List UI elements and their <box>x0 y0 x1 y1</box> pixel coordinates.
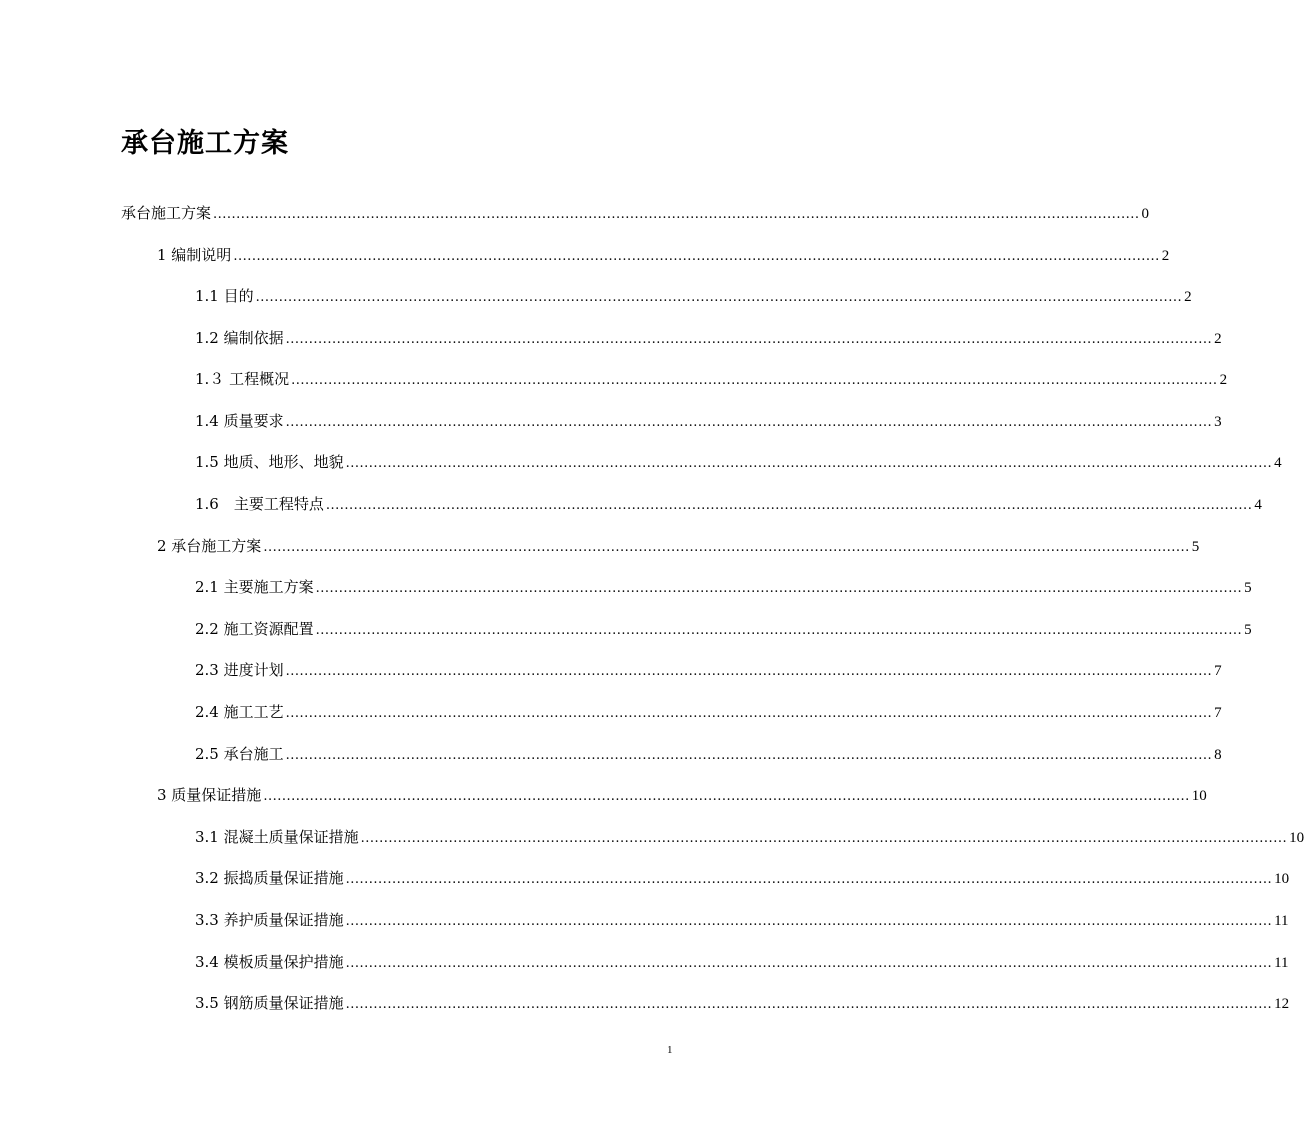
toc-entry-label: 承台施工方案 <box>121 204 212 222</box>
toc-entry-label: 2.1 主要施工方案 <box>195 578 314 596</box>
toc-page-number: 3 <box>1214 414 1222 430</box>
toc-dot-leader: ........................................................................................................................................................................................................ <box>285 415 1213 430</box>
toc-entry-label: 1.5 地质、地形、地貌 <box>195 453 344 471</box>
toc-entry[interactable] <box>195 490 1262 518</box>
toc-entry[interactable] <box>195 948 1289 976</box>
toc-entry[interactable] <box>157 532 1200 560</box>
toc-entry[interactable] <box>195 365 1228 393</box>
toc-entry[interactable] <box>195 989 1290 1017</box>
toc-dot-leader: ........................................................................................................................................................................................................ <box>263 789 1190 804</box>
toc-dot-leader: ........................................................................................................................................................................................................ <box>255 290 1183 305</box>
toc-entry[interactable] <box>195 407 1222 435</box>
toc-dot-leader: ........................................................................................................................................................................................................ <box>285 706 1213 721</box>
toc-page-number: 11 <box>1274 913 1289 929</box>
toc-page-number: 4 <box>1254 497 1262 513</box>
toc-entry[interactable] <box>195 448 1282 476</box>
toc-dot-leader: ........................................................................................................................................................................................................ <box>345 914 1273 929</box>
toc-page-number: 12 <box>1274 996 1290 1012</box>
toc-entry[interactable] <box>195 864 1290 892</box>
page-number: 1 <box>667 1044 673 1056</box>
toc-entry[interactable] <box>157 781 1207 809</box>
toc-entry-label: 3.3 养护质量保证措施 <box>195 911 344 929</box>
toc-entry-label: 2.4 施工工艺 <box>195 703 284 721</box>
toc-dot-leader: ........................................................................................................................................................................................................ <box>233 249 1160 264</box>
toc-entry[interactable] <box>195 698 1222 726</box>
toc-entry-label: 3.5 钢筋质量保证措施 <box>195 994 344 1012</box>
toc-page-number: 10 <box>1289 830 1304 846</box>
toc-dot-leader: ........................................................................................................................................................................................................ <box>315 623 1243 638</box>
toc-dot-leader: ........................................................................................................................................................................................................ <box>360 831 1288 846</box>
toc-entry-label: 3.2 振捣质量保证措施 <box>195 869 344 887</box>
toc-entry-label: 1 编制说明 <box>157 246 232 264</box>
toc-page-number: 0 <box>1141 206 1149 222</box>
toc-entry-label: 2.5 承台施工 <box>195 745 284 763</box>
toc-entry[interactable] <box>195 573 1252 601</box>
toc-entry-label: 3.4 模板质量保护措施 <box>195 953 344 971</box>
toc-dot-leader: ........................................................................................................................................................................................................ <box>325 498 1253 513</box>
toc-page-number: 11 <box>1274 955 1289 971</box>
toc-entry-label: 1.6 主要工程特点 <box>195 495 324 513</box>
toc-entry[interactable] <box>195 615 1252 643</box>
toc-dot-leader: ........................................................................................................................................................................................................ <box>345 872 1273 887</box>
toc-entry[interactable] <box>121 199 1149 227</box>
toc-page-number: 5 <box>1244 622 1252 638</box>
toc-page-number: 2 <box>1219 372 1228 388</box>
toc-dot-leader: ........................................................................................................................................................................................................ <box>315 581 1243 596</box>
toc-entry[interactable] <box>195 906 1289 934</box>
toc-page-number: 7 <box>1214 663 1222 679</box>
toc-dot-leader: ........................................................................................................................................................................................................ <box>291 373 1218 388</box>
toc-dot-leader: ........................................................................................................................................................................................................ <box>345 956 1273 971</box>
toc-entry[interactable] <box>195 282 1192 310</box>
toc-entry[interactable] <box>195 324 1222 352</box>
toc-entry-label: 3.1 混凝土质量保证措施 <box>195 828 359 846</box>
toc-page-number: 2 <box>1184 289 1192 305</box>
toc-page-number: 10 <box>1274 871 1290 887</box>
toc-dot-leader: ........................................................................................................................................................................................................ <box>285 332 1213 347</box>
document-title: 承台施工方案 <box>121 128 289 159</box>
toc-page-number: 4 <box>1274 455 1282 471</box>
toc-entry-label: 2.3 进度计划 <box>195 661 284 679</box>
toc-dot-leader: ........................................................................................................................................................................................................ <box>263 540 1190 555</box>
toc-dot-leader: ........................................................................................................................................................................................................ <box>345 456 1273 471</box>
toc-page-number: 2 <box>1161 248 1170 264</box>
toc-entry-label: 1.1 目的 <box>195 287 254 305</box>
toc-entry-label: 1.2 编制依据 <box>195 329 284 347</box>
toc-entry[interactable] <box>195 740 1222 768</box>
toc-entry[interactable] <box>195 823 1304 851</box>
toc-page-number: 2 <box>1214 331 1222 347</box>
toc-entry[interactable] <box>157 241 1170 269</box>
toc-dot-leader: ........................................................................................................................................................................................................ <box>345 997 1273 1012</box>
toc-entry-label: 1.4 质量要求 <box>195 412 284 430</box>
toc-entry-label: 1.３ 工程概况 <box>195 370 290 388</box>
toc-page-number: 7 <box>1214 705 1222 721</box>
toc-dot-leader: ........................................................................................................................................................................................................ <box>213 207 1140 222</box>
toc-page-number: 5 <box>1244 580 1252 596</box>
toc-page-number: 10 <box>1191 788 1207 804</box>
toc-entry[interactable] <box>195 656 1222 684</box>
toc-page-number: 8 <box>1214 747 1222 763</box>
toc-page-number: 5 <box>1191 539 1200 555</box>
toc-entry-label: 2.2 施工资源配置 <box>195 620 314 638</box>
toc-dot-leader: ........................................................................................................................................................................................................ <box>285 664 1213 679</box>
toc-entry-label: 2 承台施工方案 <box>157 537 262 555</box>
toc-dot-leader: ........................................................................................................................................................................................................ <box>285 748 1213 763</box>
toc-entry-label: 3 质量保证措施 <box>157 786 262 804</box>
